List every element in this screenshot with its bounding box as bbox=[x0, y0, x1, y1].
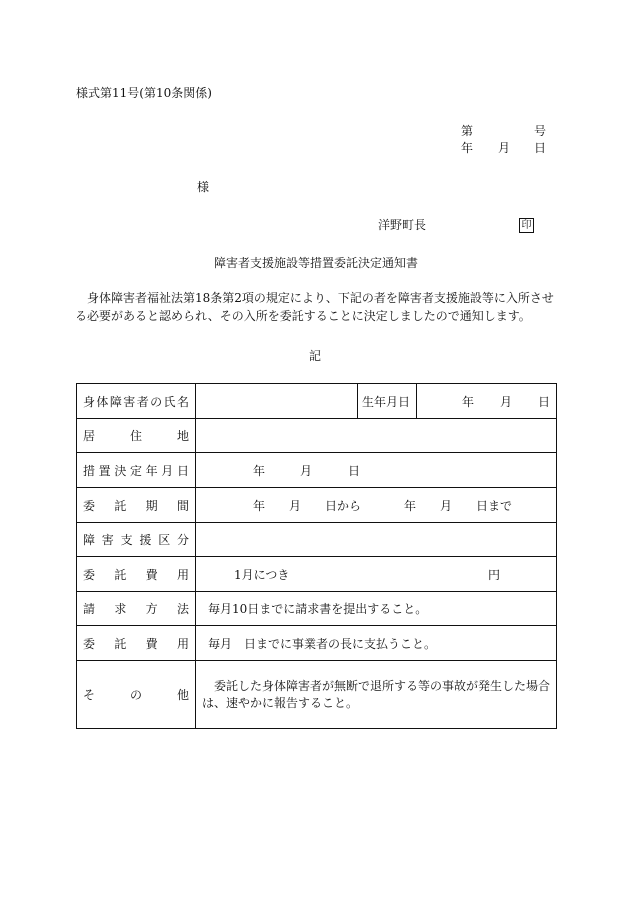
label-commission-fee: 委 託 費 用 bbox=[77, 557, 196, 592]
table-row bbox=[77, 384, 557, 419]
birth-value: 年 月 日 bbox=[417, 384, 557, 419]
label-other: そ の 他 bbox=[77, 661, 196, 729]
addressee-suffix: 様 bbox=[197, 180, 210, 194]
support-category-value bbox=[196, 523, 557, 557]
table-row bbox=[77, 661, 557, 729]
date-day: 日 bbox=[534, 141, 547, 155]
doc-number-prefix: 第 bbox=[461, 124, 474, 138]
commission-fee-value: 1月につき 円 bbox=[196, 557, 557, 592]
label-address: 居 住 地 bbox=[77, 419, 196, 453]
table-row bbox=[77, 557, 557, 592]
ki-heading: 記 bbox=[309, 349, 322, 363]
document-title: 障害者支援施設等措置委託決定通知書 bbox=[214, 256, 419, 270]
form-number: 様式第11号(第10条関係) bbox=[76, 86, 212, 100]
billing-method-value: 毎月10日までに請求書を提出すること。 bbox=[196, 592, 557, 626]
label-decision-date: 措 置 決 定 年 月 日 bbox=[77, 453, 196, 488]
label-support-category: 障 害 支 援 区 分 bbox=[77, 523, 196, 557]
issuer-name: 洋野町長 bbox=[378, 218, 427, 232]
table-row bbox=[77, 488, 557, 523]
address-value bbox=[196, 419, 557, 453]
date-month: 月 bbox=[498, 141, 511, 155]
body-paragraph: 身体障害者福祉法第18条第2項の規定により、下記の者を障害者支援施設等に入所させる必要があると認められ、その入所を委託することに決定しましたので通知します。 bbox=[75, 291, 554, 323]
period-value: 年 月 日から 年 月 日まで bbox=[196, 488, 557, 523]
doc-number-suffix: 号 bbox=[534, 124, 547, 138]
table-row bbox=[77, 453, 557, 488]
details-table bbox=[76, 383, 557, 729]
birth-label: 生年月日 bbox=[358, 384, 417, 419]
name-value bbox=[196, 384, 358, 419]
seal-icon: 印 bbox=[519, 218, 534, 233]
payment-value: 毎月 日までに事業者の長に支払うこと。 bbox=[196, 626, 557, 661]
other-value: 委託した身体障害者が無断で退所する等の事故が発生した場合は、速やかに報告すること。 bbox=[196, 661, 557, 729]
table-row bbox=[77, 523, 557, 557]
table-row bbox=[77, 419, 557, 453]
table-row bbox=[77, 626, 557, 661]
date-year: 年 bbox=[461, 141, 474, 155]
label-commission-fee-payment: 委 託 費 用 bbox=[77, 626, 196, 661]
label-name: 身 体 障 害 者 の 氏 名 bbox=[77, 384, 196, 419]
label-period: 委 託 期 間 bbox=[77, 488, 196, 523]
label-billing-method: 請 求 方 法 bbox=[77, 592, 196, 626]
decision-date-value: 年 月 日 bbox=[196, 453, 557, 488]
seal-mark bbox=[519, 217, 534, 233]
table-row bbox=[77, 592, 557, 626]
